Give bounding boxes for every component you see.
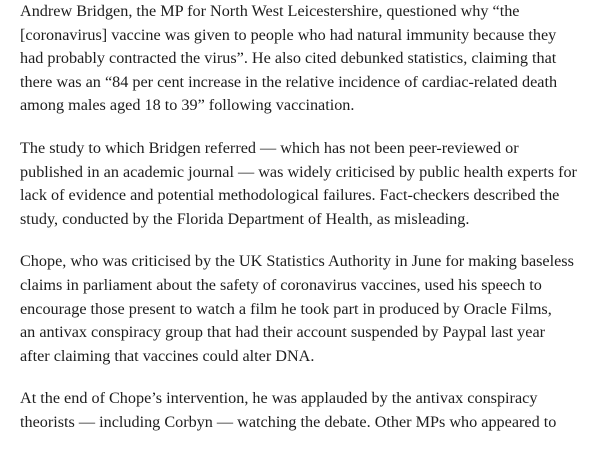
text-line: Andrew Bridgen, the MP for North West Leicestershire, questioned why “the: [20, 2, 520, 20]
text-line: The study to which Bridgen referred — which has not been peer-reviewed or: [20, 138, 519, 157]
text-line: [coronavirus] vaccine was given to people who had natural immunity because they: [20, 25, 557, 44]
paragraph-chope-speech: [20, 250, 600, 368]
text-line: an antivax conspiracy group that had their account suspended by Paypal last year: [20, 323, 546, 342]
text-line: theorists — including Corbyn — watching the debate. Other MPs who appeared to: [20, 412, 557, 431]
text-line: had probably contracted the virus”. He also cited debunked statistics, claiming that: [20, 49, 557, 68]
text-line: there was an “84 per cent increase in the relative incidence of cardiac-related death: [20, 72, 558, 91]
paragraph-study-criticism: [20, 137, 600, 231]
text-line: lack of evidence and potential methodological failures. Fact-checkers described the: [20, 186, 560, 205]
article-body: [20, 0, 600, 454]
text-line: claims in parliament about the safety of coronavirus vaccines, used his speech to: [20, 275, 542, 294]
text-line: At the end of Chope’s intervention, he was applauded by the antivax conspiracy: [20, 389, 538, 408]
paragraph-applause: [20, 387, 600, 434]
text-line: Chope, who was criticised by the UK Statistics Authority in June for making baseless: [20, 252, 574, 271]
text-line: after claiming that vaccines could alter DNA.: [20, 346, 315, 365]
text-line: published in an academic journal — was widely criticised by public health experts for: [20, 162, 577, 181]
text-line: encourage those present to watch a film he took part in produced by Oracle Films,: [20, 299, 552, 318]
paragraph-bridgen-quote: [20, 0, 600, 118]
text-line: study, conducted by the Florida Department of Health, as misleading.: [20, 209, 470, 228]
text-line: among males aged 18 to 39” following vaccination.: [20, 96, 355, 115]
